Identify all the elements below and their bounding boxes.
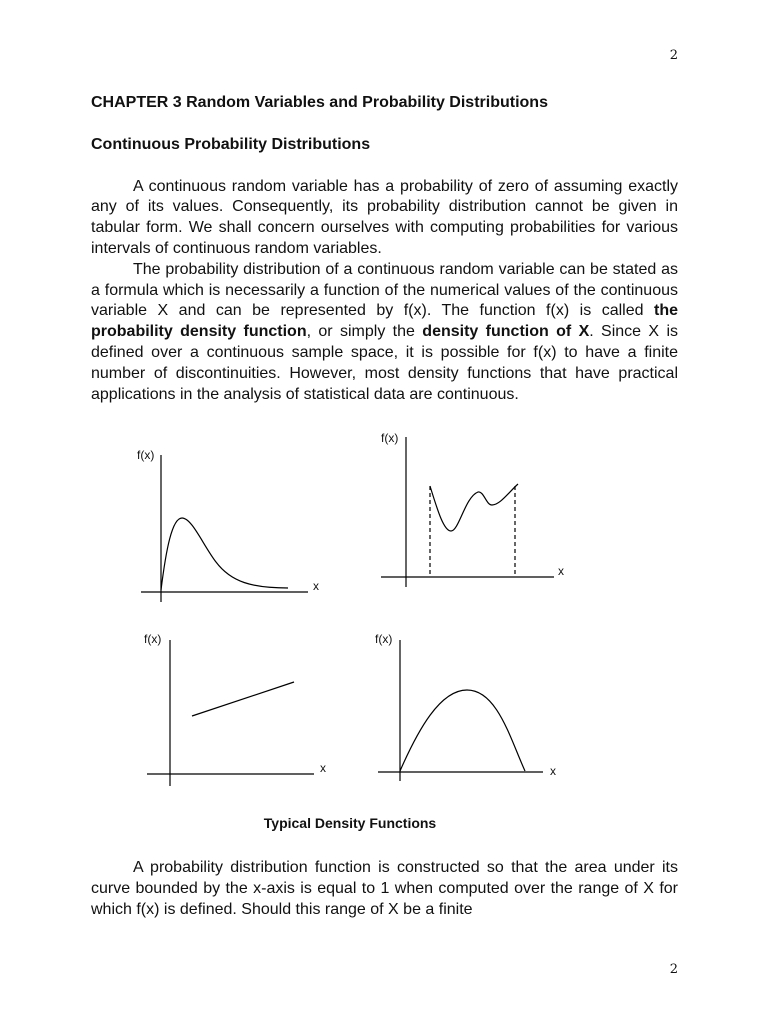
graph-1-x-label: x (313, 579, 319, 593)
section-title: Continuous Probability Distributions (91, 135, 371, 153)
paragraph-2-text-1: The probability distribution of a continuous random variable can be stated as a formula which is necessarily a function of the numerical values of the continuous variable X and can be represented by f(x). The function f(x) is called (91, 260, 678, 320)
graph-4-x-label: x (550, 764, 556, 778)
graph-2-curve (430, 484, 518, 531)
term-density-function-of-x: density function of X (422, 323, 590, 341)
graph-2-y-label: f(x) (381, 431, 399, 445)
graph-skewed-density (141, 455, 308, 602)
graph-arch-density (378, 640, 543, 781)
graph-linear-density (147, 640, 314, 786)
figure-caption: Typical Density Functions (263, 815, 437, 831)
paragraph-1: A continuous random variable has a probability of zero of assuming exactly any of its values. Consequently, its probability distribution cannot be given in tabular form. We shall concern ourselves with computing probabilities for various intervals of continuous random variables. (91, 177, 678, 257)
paragraph-3: A probability distribution function is constructed so that the area under its curve bounded by the x-axis is equal to 1 when computed over the range of X for which f(x) is defined. Should this range of X be a finite (91, 859, 678, 918)
page-number-top: 2 (669, 48, 678, 63)
graph-bounded-density (381, 437, 554, 587)
graph-3-y-label: f(x) (144, 632, 162, 646)
paragraph-2-text-2: , or simply the (306, 323, 423, 341)
graph-3-line (192, 682, 294, 716)
chapter-title: CHAPTER 3 Random Variables and Probability Distributions (91, 94, 548, 111)
graph-1-curve (161, 518, 288, 590)
graph-3-x-label: x (320, 761, 326, 775)
page-number-bottom: 2 (669, 962, 678, 977)
graph-2-x-label: x (558, 564, 564, 578)
graph-1-y-label: f(x) (137, 448, 155, 462)
graph-4-y-label: f(x) (375, 632, 393, 646)
paragraph-2-text-3: . Since X is defined over a continuous sample space, it is possible for f(x) to have a finite number of discontinuities. However, most density functions that have practical applications in the analysis of statistical data are continuous. (91, 323, 679, 403)
term-probability-density-function: the probability density function (91, 302, 678, 341)
graph-4-curve (400, 690, 525, 771)
